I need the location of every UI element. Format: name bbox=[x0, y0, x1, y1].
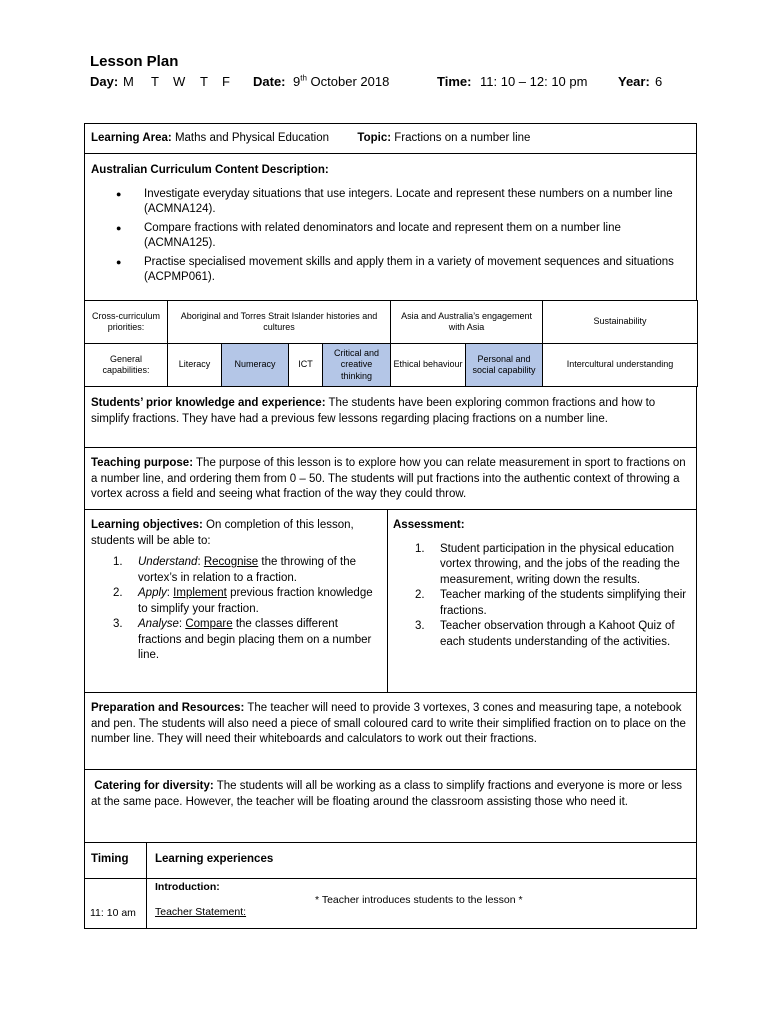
diversity-text: The students will all be working as a class to simplify fractions and everyone is more or less at the same pace. However, the teacher will be floating around the classroom assisting those who need it. bbox=[91, 780, 683, 808]
header-divider bbox=[85, 878, 696, 879]
header-row bbox=[90, 74, 708, 92]
capability-ethical: Ethical behaviour bbox=[391, 344, 466, 387]
objective-item: 3. Analyse: Compare the classes different fractions and begin placing them on a number line. bbox=[113, 618, 372, 661]
objective-item: 1. Understand: Recognise the throwing of the vortex’s in relation to a fraction. bbox=[113, 556, 357, 584]
preparation-text: The teacher will need to provide 3 vortexes, 3 cones and measuring tape, a notebook and pen. The students will also need a piece of small coloured card to write their simplified fraction on to place on the number line. They will need their whiteboards and calculators to work out their fractions. bbox=[91, 702, 686, 745]
column-divider bbox=[387, 510, 388, 692]
priorities-row bbox=[85, 301, 698, 344]
prior-knowledge-label: Students’ prior knowledge and experience: bbox=[91, 397, 326, 409]
diversity-section bbox=[84, 769, 697, 843]
time-label: Time: bbox=[437, 74, 472, 89]
objectives-assessment-section bbox=[84, 509, 697, 693]
experiences-table bbox=[84, 842, 697, 929]
diversity-label: Catering for diversity: bbox=[94, 780, 214, 792]
prior-knowledge-section bbox=[84, 386, 697, 448]
priorities-label: Cross-curriculum priorities: bbox=[85, 301, 168, 344]
topic-value: Fractions on a number line bbox=[394, 132, 531, 144]
assessment-label: Assessment: bbox=[393, 519, 465, 531]
capability-critical-thinking: Critical and creative thinking bbox=[323, 344, 391, 387]
capability-literacy: Literacy bbox=[168, 344, 222, 387]
date-value: 9th October 2018 bbox=[293, 73, 390, 89]
capability-ict: ICT bbox=[289, 344, 323, 387]
learning-area-value: Maths and Physical Education bbox=[174, 132, 329, 144]
objectives-list bbox=[91, 555, 379, 664]
curriculum-item: ● Practise specialised movement skills and apply them in a variety of movement sequences and situations (ACPMP061). bbox=[116, 255, 684, 286]
time-value: 11: 10 – 12: 10 pm bbox=[480, 74, 588, 89]
objectives-label: Learning objectives: bbox=[91, 519, 203, 531]
timing-header: Timing bbox=[91, 853, 129, 865]
preparation-label: Preparation and Resources: bbox=[91, 702, 245, 714]
priority-item: Sustainability bbox=[543, 301, 698, 344]
assessment-item: 3. Teacher observation through a Kahoot Quiz of each students understanding of the activities. bbox=[415, 620, 675, 648]
curriculum-section bbox=[84, 153, 697, 301]
preparation-section bbox=[84, 692, 697, 770]
assessment-item: 1. Student participation in the physical education vortex throwing, and the jobs of the reading the measurement, writing down the results. bbox=[415, 542, 680, 586]
day-label: Day: bbox=[90, 74, 119, 89]
curriculum-item: ● Investigate everyday situations that use integers. Locate and represent these numbers on a number line (ACMNA124). bbox=[116, 187, 684, 218]
assessment-list bbox=[393, 542, 691, 651]
capability-numeracy: Numeracy bbox=[222, 344, 289, 387]
priorities-capabilities-table bbox=[84, 300, 698, 387]
objectives-column bbox=[91, 518, 379, 664]
day-w: W bbox=[173, 74, 186, 89]
curriculum-heading: Australian Curriculum Content Description: bbox=[91, 164, 329, 176]
capability-personal-social: Personal and social capability bbox=[466, 344, 543, 387]
capabilities-row bbox=[85, 344, 698, 387]
objective-item: 2. Apply: Implement previous fraction knowledge to simplify your fraction. bbox=[113, 587, 373, 615]
date-label: Date: bbox=[253, 74, 286, 89]
year-label: Year: bbox=[618, 74, 650, 89]
learning-area-label: Learning Area: bbox=[91, 132, 172, 144]
assessment-item: 2. Teacher marking of the students simplifying their fractions. bbox=[415, 589, 687, 617]
capability-intercultural: Intercultural understanding bbox=[543, 344, 698, 387]
capabilities-label: General capabilities: bbox=[85, 344, 168, 387]
teacher-statement-label: Teacher Statement: bbox=[155, 906, 247, 918]
assessment-column bbox=[393, 518, 691, 650]
introduction-label: Introduction: bbox=[155, 881, 220, 893]
intro-note: * Teacher introduces students to the lesson * bbox=[315, 894, 523, 906]
curriculum-list bbox=[91, 187, 690, 286]
priority-item: Aboriginal and Torres Strait Islander histories and cultures bbox=[168, 301, 391, 344]
teaching-purpose-section bbox=[84, 447, 697, 510]
day-th: T bbox=[200, 74, 208, 89]
year-value: 6 bbox=[655, 74, 663, 89]
learning-area-row bbox=[84, 123, 697, 154]
timing-divider bbox=[146, 843, 147, 928]
topic-label: Topic: bbox=[357, 132, 392, 144]
page-title: Lesson Plan bbox=[90, 53, 179, 70]
row-time: 11: 10 am bbox=[90, 907, 136, 919]
day-f: F bbox=[222, 74, 230, 89]
curriculum-item: ● Compare fractions with related denominators and locate and represent them on a number line (ACMNA125). bbox=[116, 221, 684, 252]
day-t: T bbox=[151, 74, 159, 89]
learning-header: Learning experiences bbox=[155, 853, 274, 865]
teaching-purpose-text: The purpose of this lesson is to explore how you can relate measurement in sport to fractions on a number line, and ordering them from 0 – 50. The students will put fractions into the authentic context of throwing a vortex across a field and seeing what fraction of the way they could throw. bbox=[91, 457, 686, 500]
objectives-intro: On completion of this lesson, students will be able to: bbox=[91, 519, 354, 547]
priority-item: Asia and Australia’s engagement with Asia bbox=[391, 301, 543, 344]
day-m: M bbox=[123, 74, 134, 89]
prior-knowledge-text: The students have been exploring common fractions and how to simplify fractions. They have had a previous few lessons regarding placing fractions on a number line. bbox=[91, 397, 656, 425]
teaching-purpose-label: Teaching purpose: bbox=[91, 457, 194, 469]
